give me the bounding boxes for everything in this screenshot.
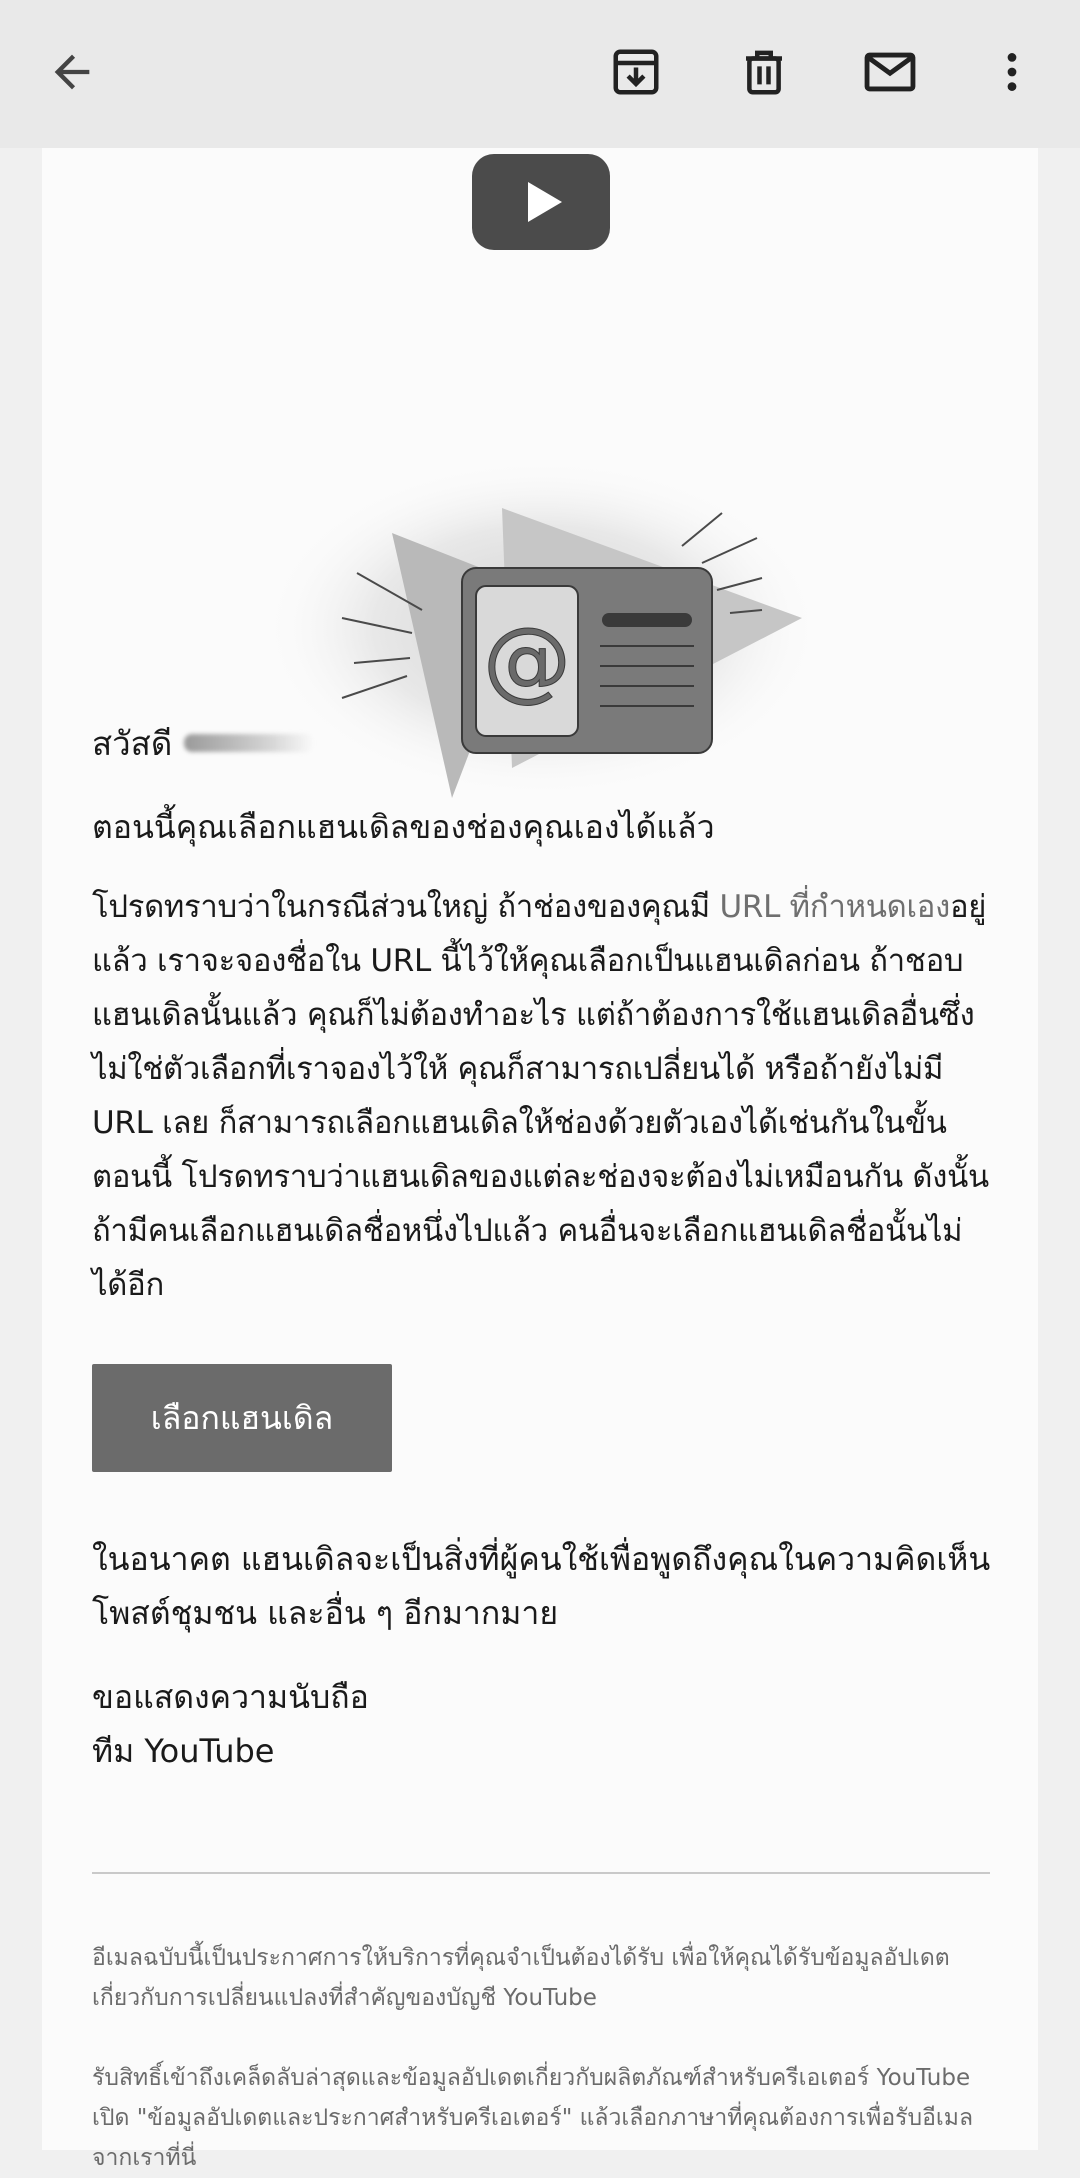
- redacted-recipient-name: [184, 734, 314, 752]
- choose-handle-label: เลือกแฮนเดิล: [150, 1398, 334, 1437]
- email-body: [42, 148, 1038, 2171]
- footer-divider: [92, 1872, 990, 1874]
- mail-icon: [861, 43, 919, 101]
- email-headline: ตอนนี้คุณเลือกแฮนเดิลของช่องคุณเองได้แล้ว: [92, 808, 715, 846]
- more-vertical-icon: [987, 47, 1037, 97]
- body-text-1: โปรดทราบว่าในกรณีส่วนใหญ่ ถ้าช่องของคุณมี: [92, 889, 720, 925]
- delete-button[interactable]: [722, 30, 806, 114]
- email-toolbar: [0, 0, 1080, 148]
- archive-button[interactable]: [594, 30, 678, 114]
- email-content: [92, 718, 992, 1778]
- email-footer: [92, 1938, 992, 2178]
- back-button[interactable]: [30, 30, 114, 114]
- body-text-2: อยู่แล้ว เราจะจองชื่อใน URL นี้ไว้ให้คุณเลือกเป็นแฮนเดิลก่อน ถ้าชอบแฮนเดิลนั้นแล้ว คุณก็ไม่ต้องทำอะไร แต่ถ้าต้องการใช้แฮนเดิลอื่นซึ่งไม่ใช่ตัวเลือกที่เราจองไว้ให้ คุณก็สามารถเปลี่ยนได้ หรือถ้ายังไม่มี URL เลย ก็สามารถเลือกแฮนเดิลให้ช่องด้วยตัวเองได้เช่นกันในขั้นตอนนี้ โปรดทราบว่าแฮนเดิลของแต่ละช่องจะต้องไม่เหมือนกัน ดังนั้นถ้ามีคนเลือกแฮนเดิลชื่อหนึ่งไปแล้ว คนอื่นจะเลือกแฮนเดิลชื่อนั้นไม่ได้อีก: [92, 889, 989, 1303]
- custom-url-link[interactable]: URL ที่กำหนดเอง: [719, 889, 950, 925]
- signoff: [92, 1670, 992, 1778]
- signoff-line-1: ขอแสดงความนับถือ: [92, 1678, 369, 1716]
- youtube-play-icon: [470, 152, 612, 252]
- more-options-button[interactable]: [970, 30, 1054, 114]
- signoff-line-2: ทีม YouTube: [92, 1732, 275, 1770]
- trash-icon: [737, 45, 791, 99]
- body-paragraph: [92, 880, 992, 1312]
- greeting: [92, 718, 992, 768]
- arrow-back-icon: [46, 46, 98, 98]
- svg-text:@: @: [483, 608, 571, 711]
- choose-handle-button[interactable]: [92, 1364, 392, 1472]
- footer-creator-updates: รับสิทธิ์เข้าถึงเคล็ดลับล่าสุดและข้อมูลอัปเดตเกี่ยวกับผลิตภัณฑ์สำหรับครีเอเตอร์ YouTube เปิด "ข้อมูลอัปเดตและประกาศสำหรับครีเอเตอร์" แล้วเลือกภาษาที่คุณต้องการเพื่อรับอีเมลจากเราที่นี่: [92, 2065, 974, 2171]
- footer-notice: อีเมลฉบับนี้เป็นประกาศการให้บริการที่คุณจำเป็นต้องได้รับ เพื่อให้คุณได้รับข้อมูลอัปเดตเกี่ยวกับการเปลี่ยนแปลงที่สำคัญของบัญชี YouTube: [92, 1945, 950, 2011]
- greeting-text: สวัสดี: [92, 723, 173, 763]
- mark-unread-button[interactable]: [848, 30, 932, 114]
- archive-icon: [609, 45, 663, 99]
- future-paragraph: ในอนาคต แฮนเดิลจะเป็นสิ่งที่ผู้คนใช้เพื่อพูดถึงคุณในความคิดเห็น โพสต์ชุมชน และอื่น ๆ อีกมากมาย: [92, 1540, 991, 1632]
